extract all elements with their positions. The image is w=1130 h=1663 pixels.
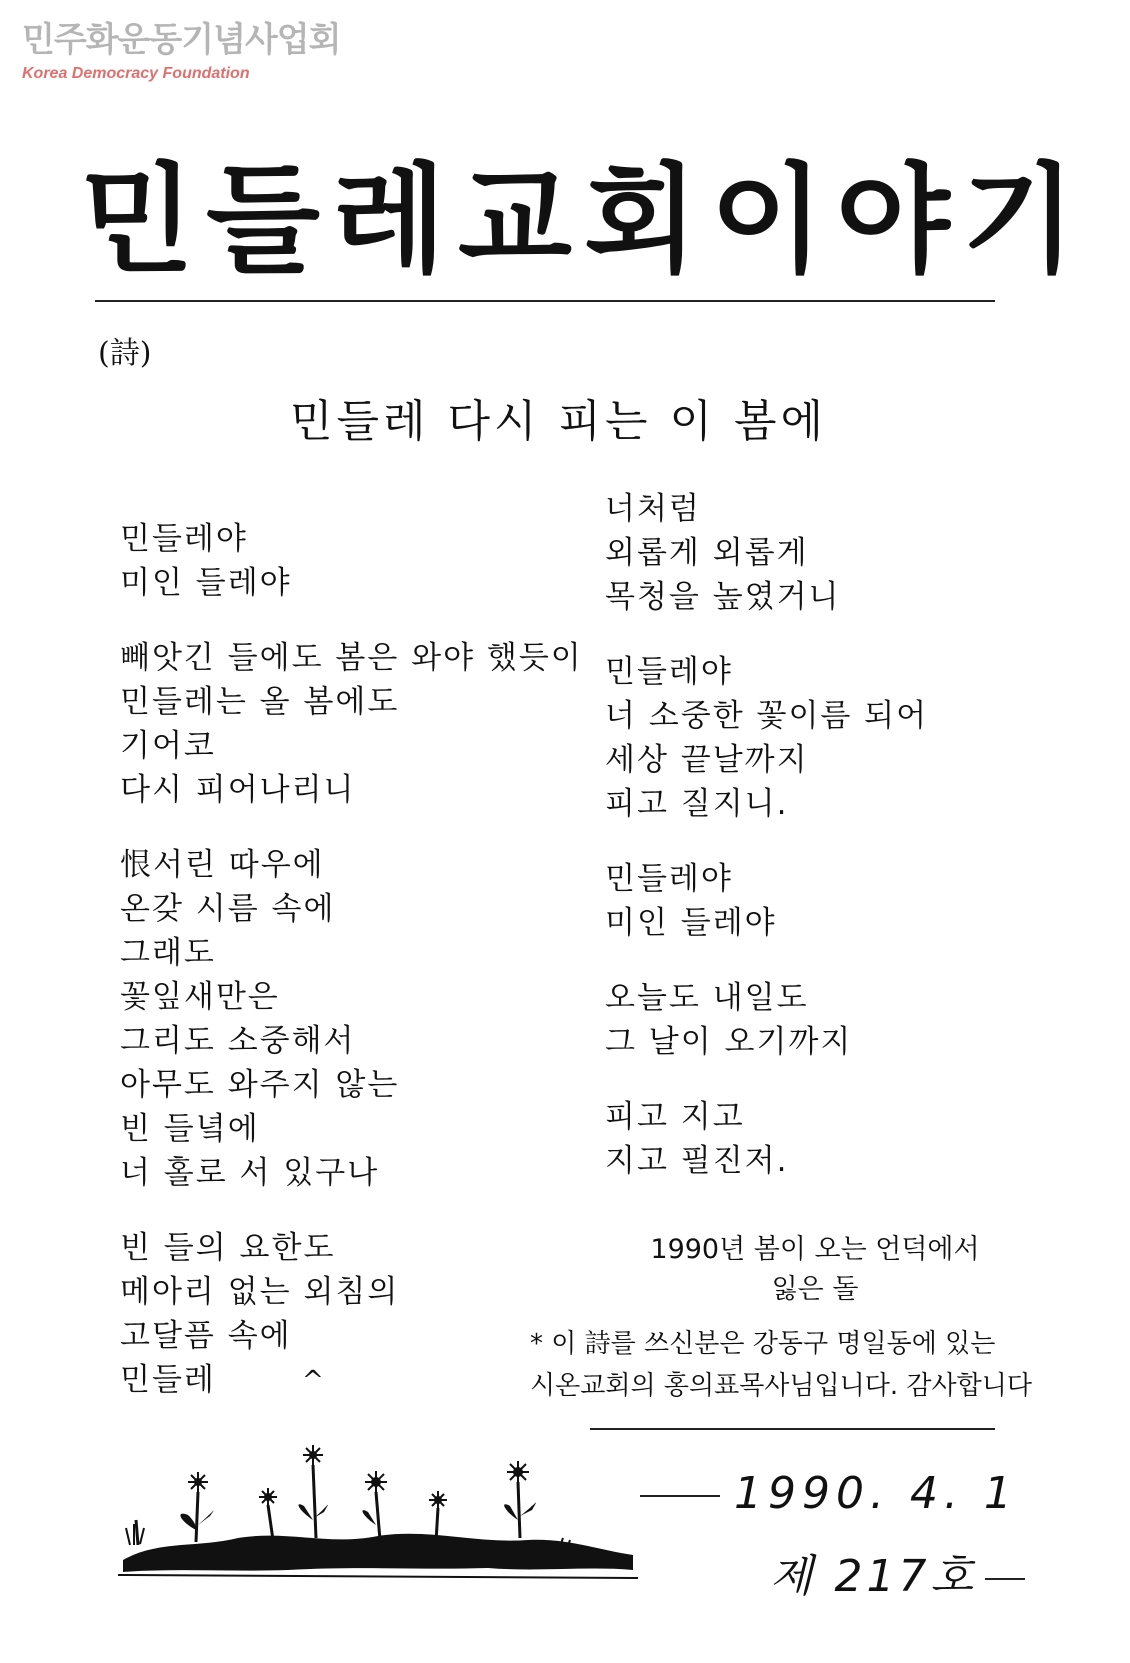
poem-line: 다시 피어나리니 bbox=[120, 772, 356, 808]
dandelion-illustration bbox=[118, 1420, 638, 1590]
issue-dash bbox=[985, 1578, 1025, 1580]
poem-line: 고달픔 속에 bbox=[120, 1318, 292, 1354]
watermark-logo bbox=[22, 20, 340, 84]
signature-author: 잃은 돌 bbox=[771, 1274, 859, 1305]
watermark-english: Korea Democracy Foundation bbox=[22, 65, 250, 82]
poem-line: 너 홀로 서 있구나 bbox=[120, 1155, 380, 1191]
newsletter-masthead: 민들레교회이야기 bbox=[80, 150, 1088, 289]
footer-divider bbox=[590, 1428, 995, 1430]
poem-line: 피고 지고 bbox=[605, 1099, 745, 1135]
poem-line: 빼앗긴 들에도 봄은 와야 했듯이 bbox=[120, 640, 583, 676]
poem-line: 메아리 없는 외침의 bbox=[120, 1274, 400, 1310]
stanza bbox=[605, 487, 1025, 619]
poem-line: 지고 필진저. bbox=[605, 1143, 789, 1179]
poem-line: 민들레야 bbox=[605, 654, 733, 690]
poem-line: 너 소중한 꽃이름 되어 bbox=[605, 698, 929, 734]
poem-line: 오늘도 내일도 bbox=[605, 980, 809, 1016]
poem-line: 너처럼 bbox=[605, 491, 701, 527]
poem-line: 恨서린 따우에 bbox=[120, 847, 325, 883]
poem-line: 민들레 bbox=[120, 1362, 216, 1398]
poem-line: 민들레는 올 봄에도 bbox=[120, 684, 400, 720]
poem-signature bbox=[650, 1230, 980, 1310]
poem-line: 빈 들의 요한도 bbox=[120, 1230, 336, 1266]
note-line: 시온교회의 홍의표목사님입니다. 감사합니다 bbox=[530, 1371, 1032, 1401]
stanza bbox=[120, 1226, 550, 1402]
poem-line: 미인 들레야 bbox=[605, 905, 777, 941]
poem-title: 민들레 다시 피는 이 봄에 bbox=[290, 396, 827, 447]
watermark-korean: 민주화운동기념사업회 bbox=[22, 20, 341, 60]
issue-date bbox=[640, 1468, 1018, 1519]
poem-line: 목청을 높였거니 bbox=[605, 579, 841, 615]
poem-line: 외롭게 외롭게 bbox=[605, 535, 809, 571]
note-line: * 이 詩를 쓰신분은 강동구 명일동에 있는 bbox=[530, 1329, 996, 1359]
issue-number bbox=[770, 1540, 1025, 1604]
date-dash bbox=[640, 1495, 720, 1497]
stanza bbox=[605, 650, 1025, 826]
date-text: 1990. 4. 1 bbox=[734, 1468, 1018, 1519]
poem-line: 그 날이 오기까지 bbox=[605, 1024, 853, 1060]
stanza bbox=[605, 857, 1025, 945]
poem-line: 아무도 와주지 않는 bbox=[120, 1067, 400, 1103]
genre-label: (詩) bbox=[98, 336, 152, 371]
stanza bbox=[605, 976, 1025, 1064]
signature-place: 1990년 봄이 오는 언덕에서 bbox=[650, 1234, 980, 1265]
poem-line: 미인 들레야 bbox=[120, 565, 292, 601]
stanza bbox=[120, 636, 583, 812]
poem-line: 그래도 bbox=[120, 935, 216, 971]
poem-line: 온갖 시름 속에 bbox=[120, 891, 336, 927]
insert-mark: ^ bbox=[302, 1366, 324, 1396]
poem-right-column bbox=[605, 487, 1025, 1214]
poem-line: 기어코 bbox=[120, 728, 216, 764]
poem-line: 그리도 소중해서 bbox=[120, 1023, 356, 1059]
poem-left-column bbox=[120, 517, 583, 1433]
stanza bbox=[120, 843, 550, 1195]
poem-line: 꽃잎새만은 bbox=[120, 979, 280, 1015]
stanza bbox=[605, 1095, 1025, 1183]
issue-text: 제 217호 bbox=[770, 1551, 977, 1602]
poem-line: 세상 끝날까지 bbox=[605, 742, 809, 778]
poem-line: 피고 질지니. bbox=[605, 786, 789, 822]
poem-line: 민들레야 bbox=[605, 861, 733, 897]
masthead-divider bbox=[95, 300, 995, 302]
stanza bbox=[120, 517, 550, 605]
poem-line: 민들레야 bbox=[120, 521, 248, 557]
author-note bbox=[530, 1323, 1032, 1407]
poem-line: 빈 들녘에 bbox=[120, 1111, 260, 1147]
